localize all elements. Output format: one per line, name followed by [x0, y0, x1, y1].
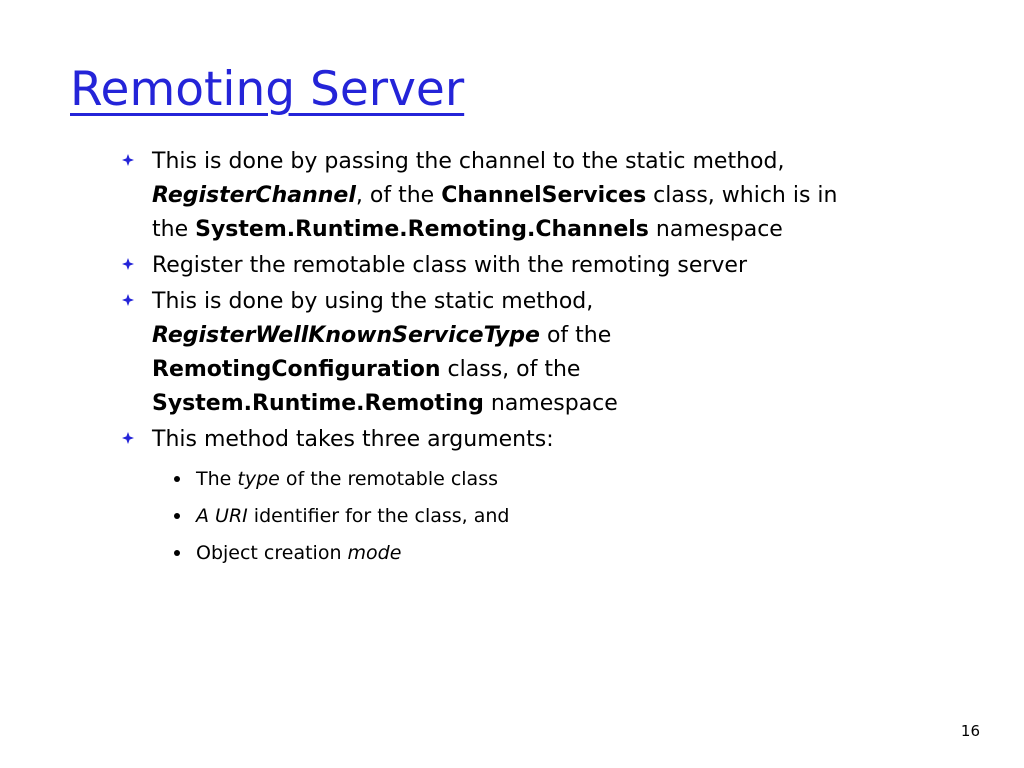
- bullet-line: [152, 179, 940, 213]
- sub-bullet-text: of the remotable class: [279, 468, 499, 490]
- bullet-text: This is done by using the static method,: [152, 289, 594, 314]
- bullet-text: class, of the: [440, 357, 581, 382]
- sub-bullet-text: Object creation: [196, 542, 348, 564]
- bullet-text: RegisterWellKnownServiceType: [152, 323, 540, 348]
- bullet-text: namespace: [483, 391, 618, 416]
- bullet-text: , of the: [355, 183, 442, 208]
- bullet-item: [120, 145, 940, 247]
- bullet-line: [152, 387, 940, 421]
- slide-title: Remoting Server: [70, 62, 465, 117]
- bullet-text: RemotingConfiguration: [152, 357, 441, 382]
- bullet-text: class, which is in: [646, 183, 838, 208]
- bullet-text: This method takes three arguments:: [152, 427, 554, 452]
- sub-bullet-text: URI: [215, 505, 248, 527]
- bullet-line: [152, 285, 940, 319]
- bullet-text: This is done by passing the channel to the static method,: [152, 149, 785, 174]
- bullet-item: [120, 249, 940, 283]
- bullet-item: [120, 285, 940, 421]
- sub-bullet-text: identifier for the class, and: [247, 505, 510, 527]
- sub-bullet-item: [170, 498, 940, 535]
- bullet-line: [152, 319, 940, 353]
- sub-bullet-text: The: [196, 468, 238, 490]
- sub-bullet-item: [170, 461, 940, 498]
- diamond-bullet-icon: [122, 294, 136, 308]
- bullet-line: [152, 353, 940, 387]
- bullet-line: [152, 145, 940, 179]
- bullet-text: of the: [539, 323, 612, 348]
- sub-bullet-item: [170, 535, 940, 572]
- bullet-text: ChannelServices: [441, 183, 647, 208]
- bullet-text: RegisterChannel: [152, 183, 356, 208]
- sub-bullet-list: [152, 461, 940, 572]
- sub-bullet-text: mode: [347, 542, 402, 564]
- bullet-text: the: [152, 217, 196, 242]
- dot-bullet-icon: [174, 550, 180, 556]
- diamond-bullet-icon: [122, 154, 136, 168]
- bullet-text: namespace: [648, 217, 783, 242]
- bullet-line: [152, 423, 940, 457]
- bullet-text: Register the remotable class with the remoting server: [152, 253, 748, 278]
- diamond-bullet-icon: [122, 432, 136, 446]
- dot-bullet-icon: [174, 476, 180, 482]
- sub-bullet-text: A: [196, 505, 216, 527]
- page-number: 16: [960, 722, 980, 740]
- dot-bullet-icon: [174, 513, 180, 519]
- bullet-line: [152, 213, 940, 247]
- bullet-text: System.Runtime.Remoting: [152, 391, 484, 416]
- sub-bullet-text: type: [237, 468, 280, 490]
- bullet-item: [120, 423, 940, 572]
- bullet-text: System.Runtime.Remoting.Channels: [195, 217, 649, 242]
- diamond-bullet-icon: [122, 258, 136, 272]
- bullet-list: [120, 145, 940, 574]
- bullet-line: [152, 249, 940, 283]
